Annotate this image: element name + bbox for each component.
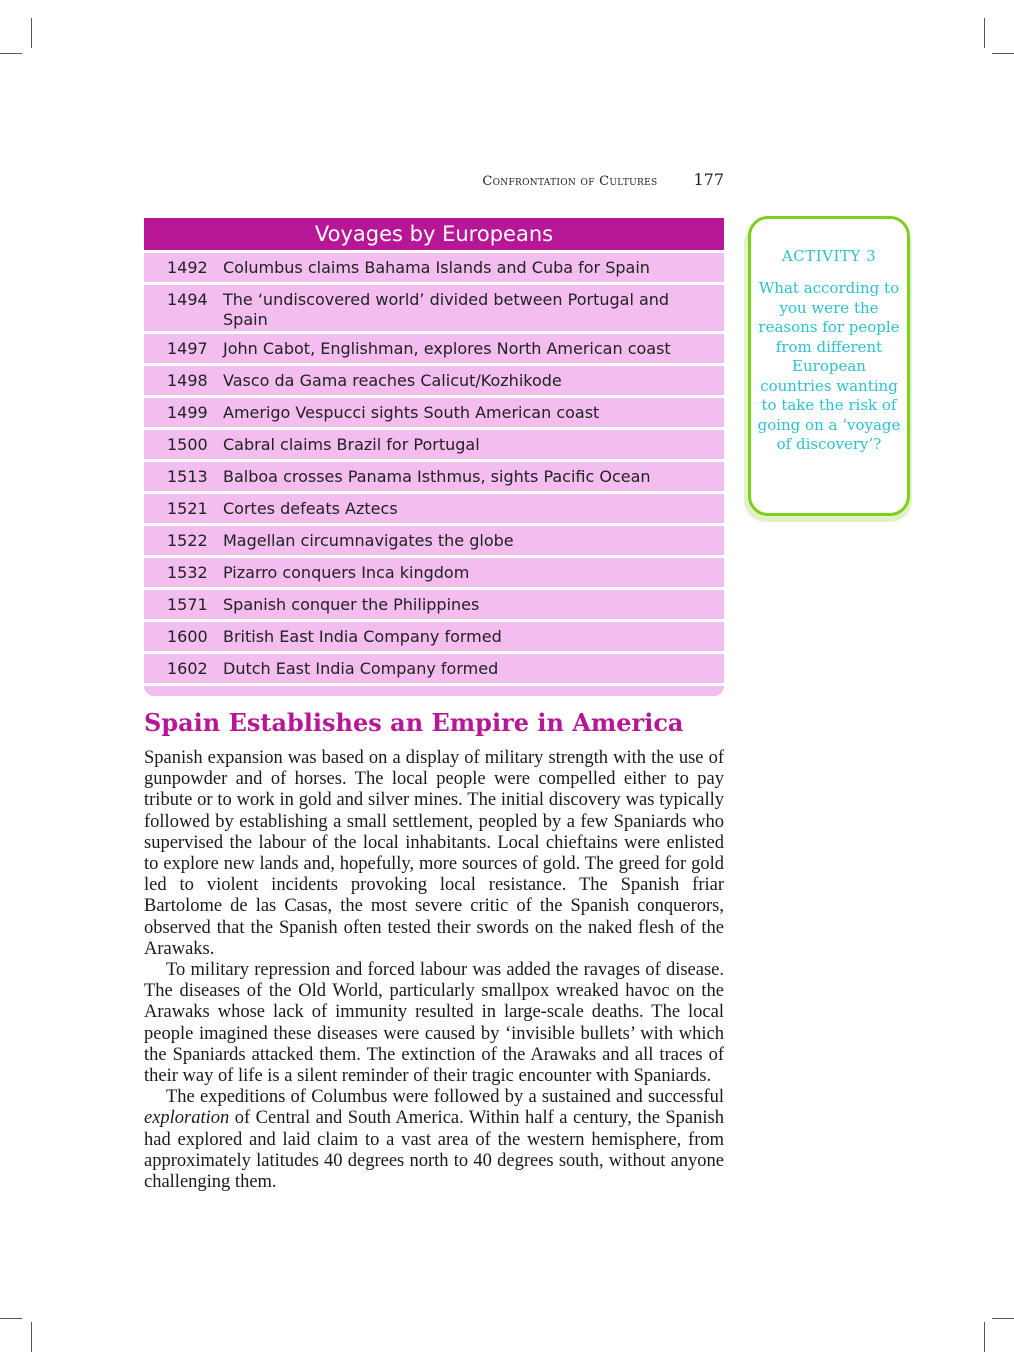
event-cell: Pizarro conquers Inca kingdom <box>223 563 470 582</box>
table-body <box>144 253 724 686</box>
paragraph-text: The expeditions of Columbus were followed by a sustained and successful <box>166 1087 724 1108</box>
table-row <box>144 398 724 430</box>
event-cell: Spanish conquer the Philippines <box>223 595 480 614</box>
running-head <box>440 170 724 189</box>
body-text <box>144 748 724 1193</box>
event-cell: The ‘undiscovered world’ divided between Portugal and Spain <box>223 290 670 329</box>
year-cell: 1499 <box>167 403 208 422</box>
year-cell: 1492 <box>167 258 208 277</box>
section-heading: Spain Establishes an Empire in America <box>144 708 684 737</box>
crop-mark <box>0 1318 22 1319</box>
activity-box <box>748 216 910 516</box>
event-cell: Cortes defeats Aztecs <box>223 499 398 518</box>
year-cell: 1532 <box>167 563 208 582</box>
year-cell: 1500 <box>167 435 208 454</box>
crop-mark <box>992 1318 1014 1319</box>
table-row <box>144 430 724 462</box>
event-cell: British East India Company formed <box>223 627 502 646</box>
year-cell: 1498 <box>167 371 208 390</box>
activity-text: What according to you were the reasons for people from different European countries wanting to take the risk of going on a ‘voyage of discovery’? <box>757 279 901 453</box>
crop-mark <box>31 18 32 48</box>
event-cell: John Cabot, Englishman, explores North American coast <box>223 339 671 358</box>
paragraph: To military repression and forced labour was added the ravages of disease. The diseases of the Old World, particularly smallpox wreaked havoc on the Arawaks whose lack of immunity resulted in large-scale deaths. The local people imagined these diseases were caused by ‘invisible bullets’ with which the Spaniards attacked them. The extinction of the Arawaks and all traces of their way of life is a silent reminder of their tragic encounter with Spaniards. <box>144 960 724 1087</box>
year-cell: 1602 <box>167 659 208 678</box>
year-cell: 1571 <box>167 595 208 614</box>
table-row <box>144 590 724 622</box>
year-cell: 1494 <box>167 290 208 309</box>
table-row <box>144 622 724 654</box>
crop-mark <box>992 53 1014 54</box>
event-cell: Vasco da Gama reaches Calicut/Kozhikode <box>223 371 562 390</box>
event-cell: Magellan circumnavigates the globe <box>223 531 514 550</box>
event-cell: Amerigo Vespucci sights South American coast <box>223 403 600 422</box>
paragraph: Spanish expansion was based on a display of military strength with the use of gunpowder and of horses. The local people were compelled either to pay tribute or to work in gold and silver mines. The initial discovery was typically followed by establishing a small settlement, peopled by a few Spaniards who supervised the labour of the local inhabitants. Local chieftains were enlisted to explore new lands and, hopefully, more sources of gold. The greed for gold led to violent incidents provoking local resistance. The Spanish friar Bartolome de las Casas, the most severe critic of the Spanish conquerors, observed that the Spanish often tested their swords on the naked flesh of the Arawaks. <box>144 748 724 959</box>
table-row <box>144 654 724 686</box>
event-cell: Columbus claims Bahama Islands and Cuba for Spain <box>223 258 650 277</box>
event-cell: Balboa crosses Panama Isthmus, sights Pacific Ocean <box>223 467 651 486</box>
table-row <box>144 253 724 285</box>
crop-mark <box>984 1322 985 1352</box>
event-cell: Cabral claims Brazil for Portugal <box>223 435 480 454</box>
table-row <box>144 462 724 494</box>
event-cell: Dutch East India Company formed <box>223 659 499 678</box>
italic-term: exploration <box>144 1108 230 1129</box>
crop-mark <box>984 18 985 48</box>
table-footer <box>144 686 724 696</box>
activity-title: ACTIVITY 3 <box>781 247 877 265</box>
table-row <box>144 285 724 334</box>
table-row <box>144 494 724 526</box>
year-cell: 1497 <box>167 339 208 358</box>
year-cell: 1513 <box>167 467 208 486</box>
crop-mark <box>0 53 22 54</box>
table-row <box>144 366 724 398</box>
paragraph <box>144 1087 724 1193</box>
voyages-table <box>144 218 724 696</box>
crop-mark <box>31 1322 32 1352</box>
year-cell: 1521 <box>167 499 208 518</box>
table-title: Voyages by Europeans <box>144 218 724 253</box>
running-head-title: Confrontation of Cultures <box>482 174 658 189</box>
page-number: 177 <box>693 170 724 189</box>
table-row <box>144 526 724 558</box>
paragraph-text: of Central and South America. Within half a century, the Spanish had explored and laid claim to a vast area of the western hemisphere, from approximately latitudes 40 degrees north to 40 degrees south, without anyone challenging them. <box>144 1108 724 1193</box>
year-cell: 1522 <box>167 531 208 550</box>
table-row <box>144 334 724 366</box>
year-cell: 1600 <box>167 627 208 646</box>
table-row <box>144 558 724 590</box>
